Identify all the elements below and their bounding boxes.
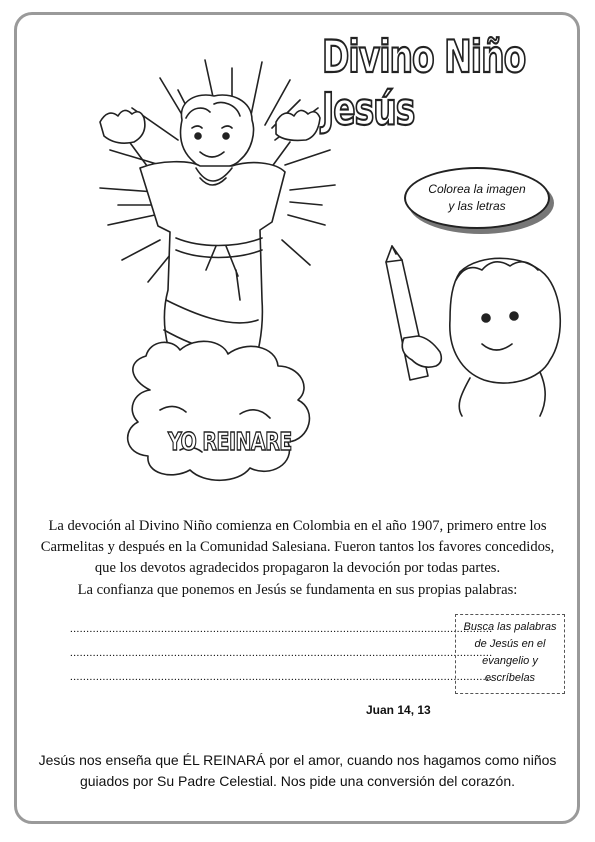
instruction-bubble xyxy=(404,167,550,229)
hint-line-2: de Jesús en el xyxy=(474,638,546,650)
hint-line-1: Busca las palabras xyxy=(463,621,557,633)
cloud-caption: YO REINARE xyxy=(168,428,292,457)
closing-paragraph xyxy=(30,750,565,792)
bubble-line-1: Colorea la imagen xyxy=(428,182,526,196)
hint-line-4: escríbelas xyxy=(484,672,536,684)
boy-with-pencil-icon xyxy=(386,246,560,416)
paragraph-line-3: que los devotos agradecidos propagaron la devoción por todas partes. xyxy=(94,560,501,576)
closing-line-2: guiados por Su Padre Celestial. Nos pide una conversión del corazón. xyxy=(79,773,516,789)
scripture-reference: Juan 14, 13 xyxy=(366,703,431,717)
closing-line-1: Jesús nos enseña que ÉL REINARÁ por el amor, cuando nos hagamos como niños xyxy=(38,752,557,768)
intro-paragraph xyxy=(30,516,565,579)
answer-line-2[interactable]: .................................................................................................................................. xyxy=(70,647,493,659)
hint-line-3: evangelio y xyxy=(482,655,538,667)
page-title: Divino Niño Jesús xyxy=(322,30,526,136)
paragraph-line-1: La devoción al Divino Niño comienza en Colombia en el año 1907, primero entre los xyxy=(48,518,547,534)
answer-line-1[interactable]: .................................................................................................................................. xyxy=(70,623,493,635)
quote-intro: La confianza que ponemos en Jesús se fundamenta en sus propias palabras: xyxy=(77,582,518,598)
bubble-line-2: y las letras xyxy=(448,199,506,213)
cloud-icon xyxy=(128,341,310,480)
answer-line-3[interactable]: .................................................................................................................................. xyxy=(70,671,493,683)
hint-box xyxy=(455,614,565,694)
paragraph-line-2: Carmelitas y después en la Comunidad Salesiana. Fueron tantos los favores concedidos, xyxy=(40,539,555,555)
